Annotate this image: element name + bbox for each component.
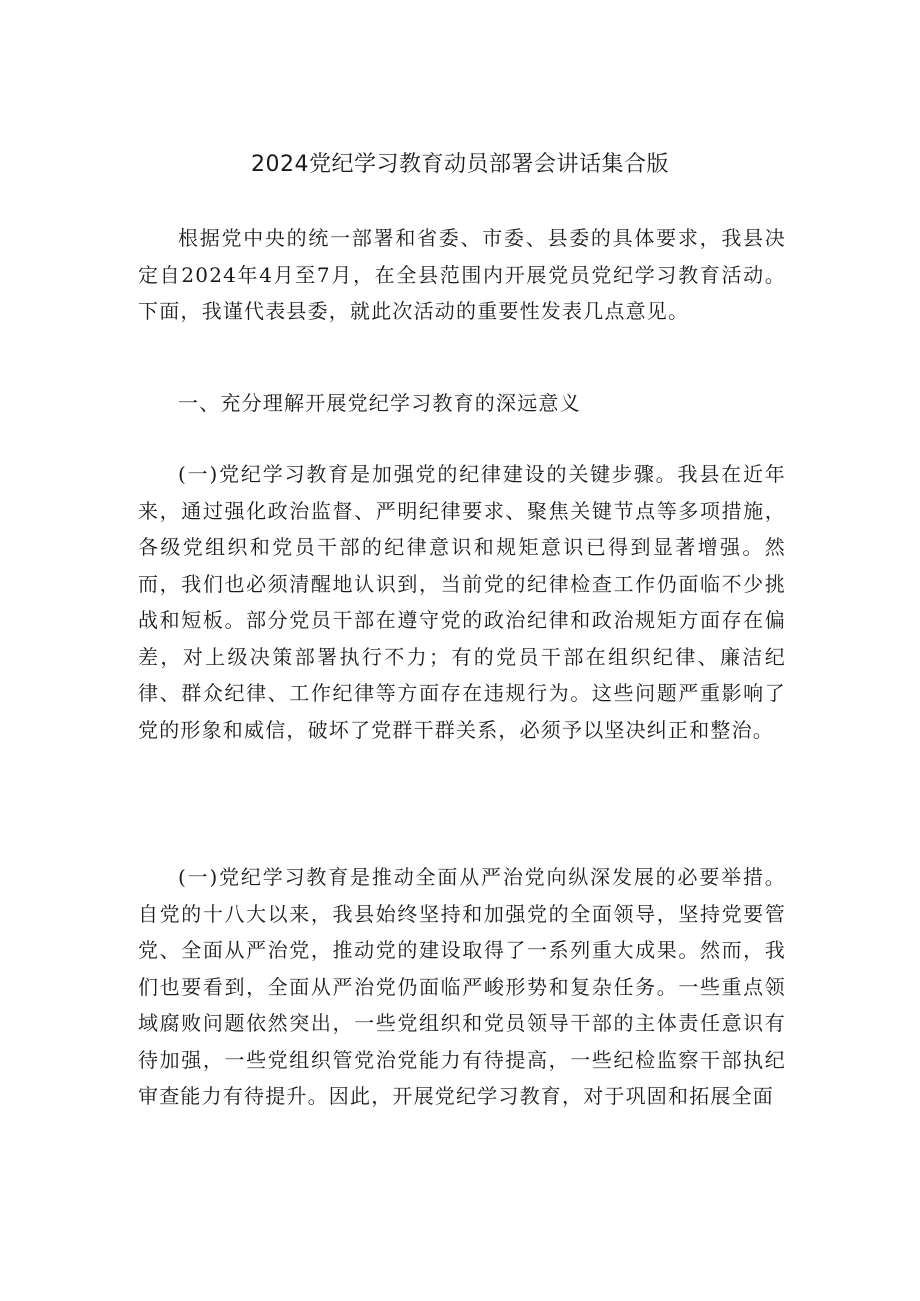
section-heading-1: 一、充分理解开展党纪学习教育的深远意义 <box>178 391 581 415</box>
subsection-paragraph-2: (一)党纪学习教育是推动全面从严治党向纵深发展的必要举措。自党的十八大以来，我县始终坚持和加强党的全面领导，坚持党要管党、全面从严治党，推动党的建设取得了一系列重大成果。然而，我们也要看到，全面从严治党仍面临严峻形势和复杂任务。一些重点领域腐败问题依然突出，一些党组织和党员领导干部的主体责任意识有待加强，一些党组织管党治党能力有待提高，一些纪检监察干部执纪审查能力有待提升。因此，开展党纪学习教育，对于巩固和拓展全面 <box>138 865 786 1108</box>
document-title: 2024党纪学习教育动员部署会讲话集合版 <box>251 152 669 177</box>
intro-paragraph: 根据党中央的统一部署和省委、市委、县委的具体要求，我县决定自2024年4月至7月，在全县范围内开展党员党纪学习教育活动。下面，我谨代表县委，就此次活动的重要性发表几点意见。 <box>138 226 786 323</box>
subsection-paragraph-1: (一)党纪学习教育是加强党的纪律建设的关键步骤。我县在近年来，通过强化政治监督、严明纪律要求、聚焦关键节点等多项措施，各级党组织和党员干部的纪律意识和规矩意识已得到显著增强。然而，我们也必须清醒地认识到，当前党的纪律检查工作仍面临不少挑战和短板。部分党员干部在遵守党的政治纪律和政治规矩方面存在偏差，对上级决策部署执行不力；有的党员干部在组织纪律、廉洁纪律、群众纪律、工作纪律等方面存在违规行为。这些问题严重影响了党的形象和威信，破坏了党群干群关系，必须予以坚决纠正和整治。 <box>138 462 786 742</box>
